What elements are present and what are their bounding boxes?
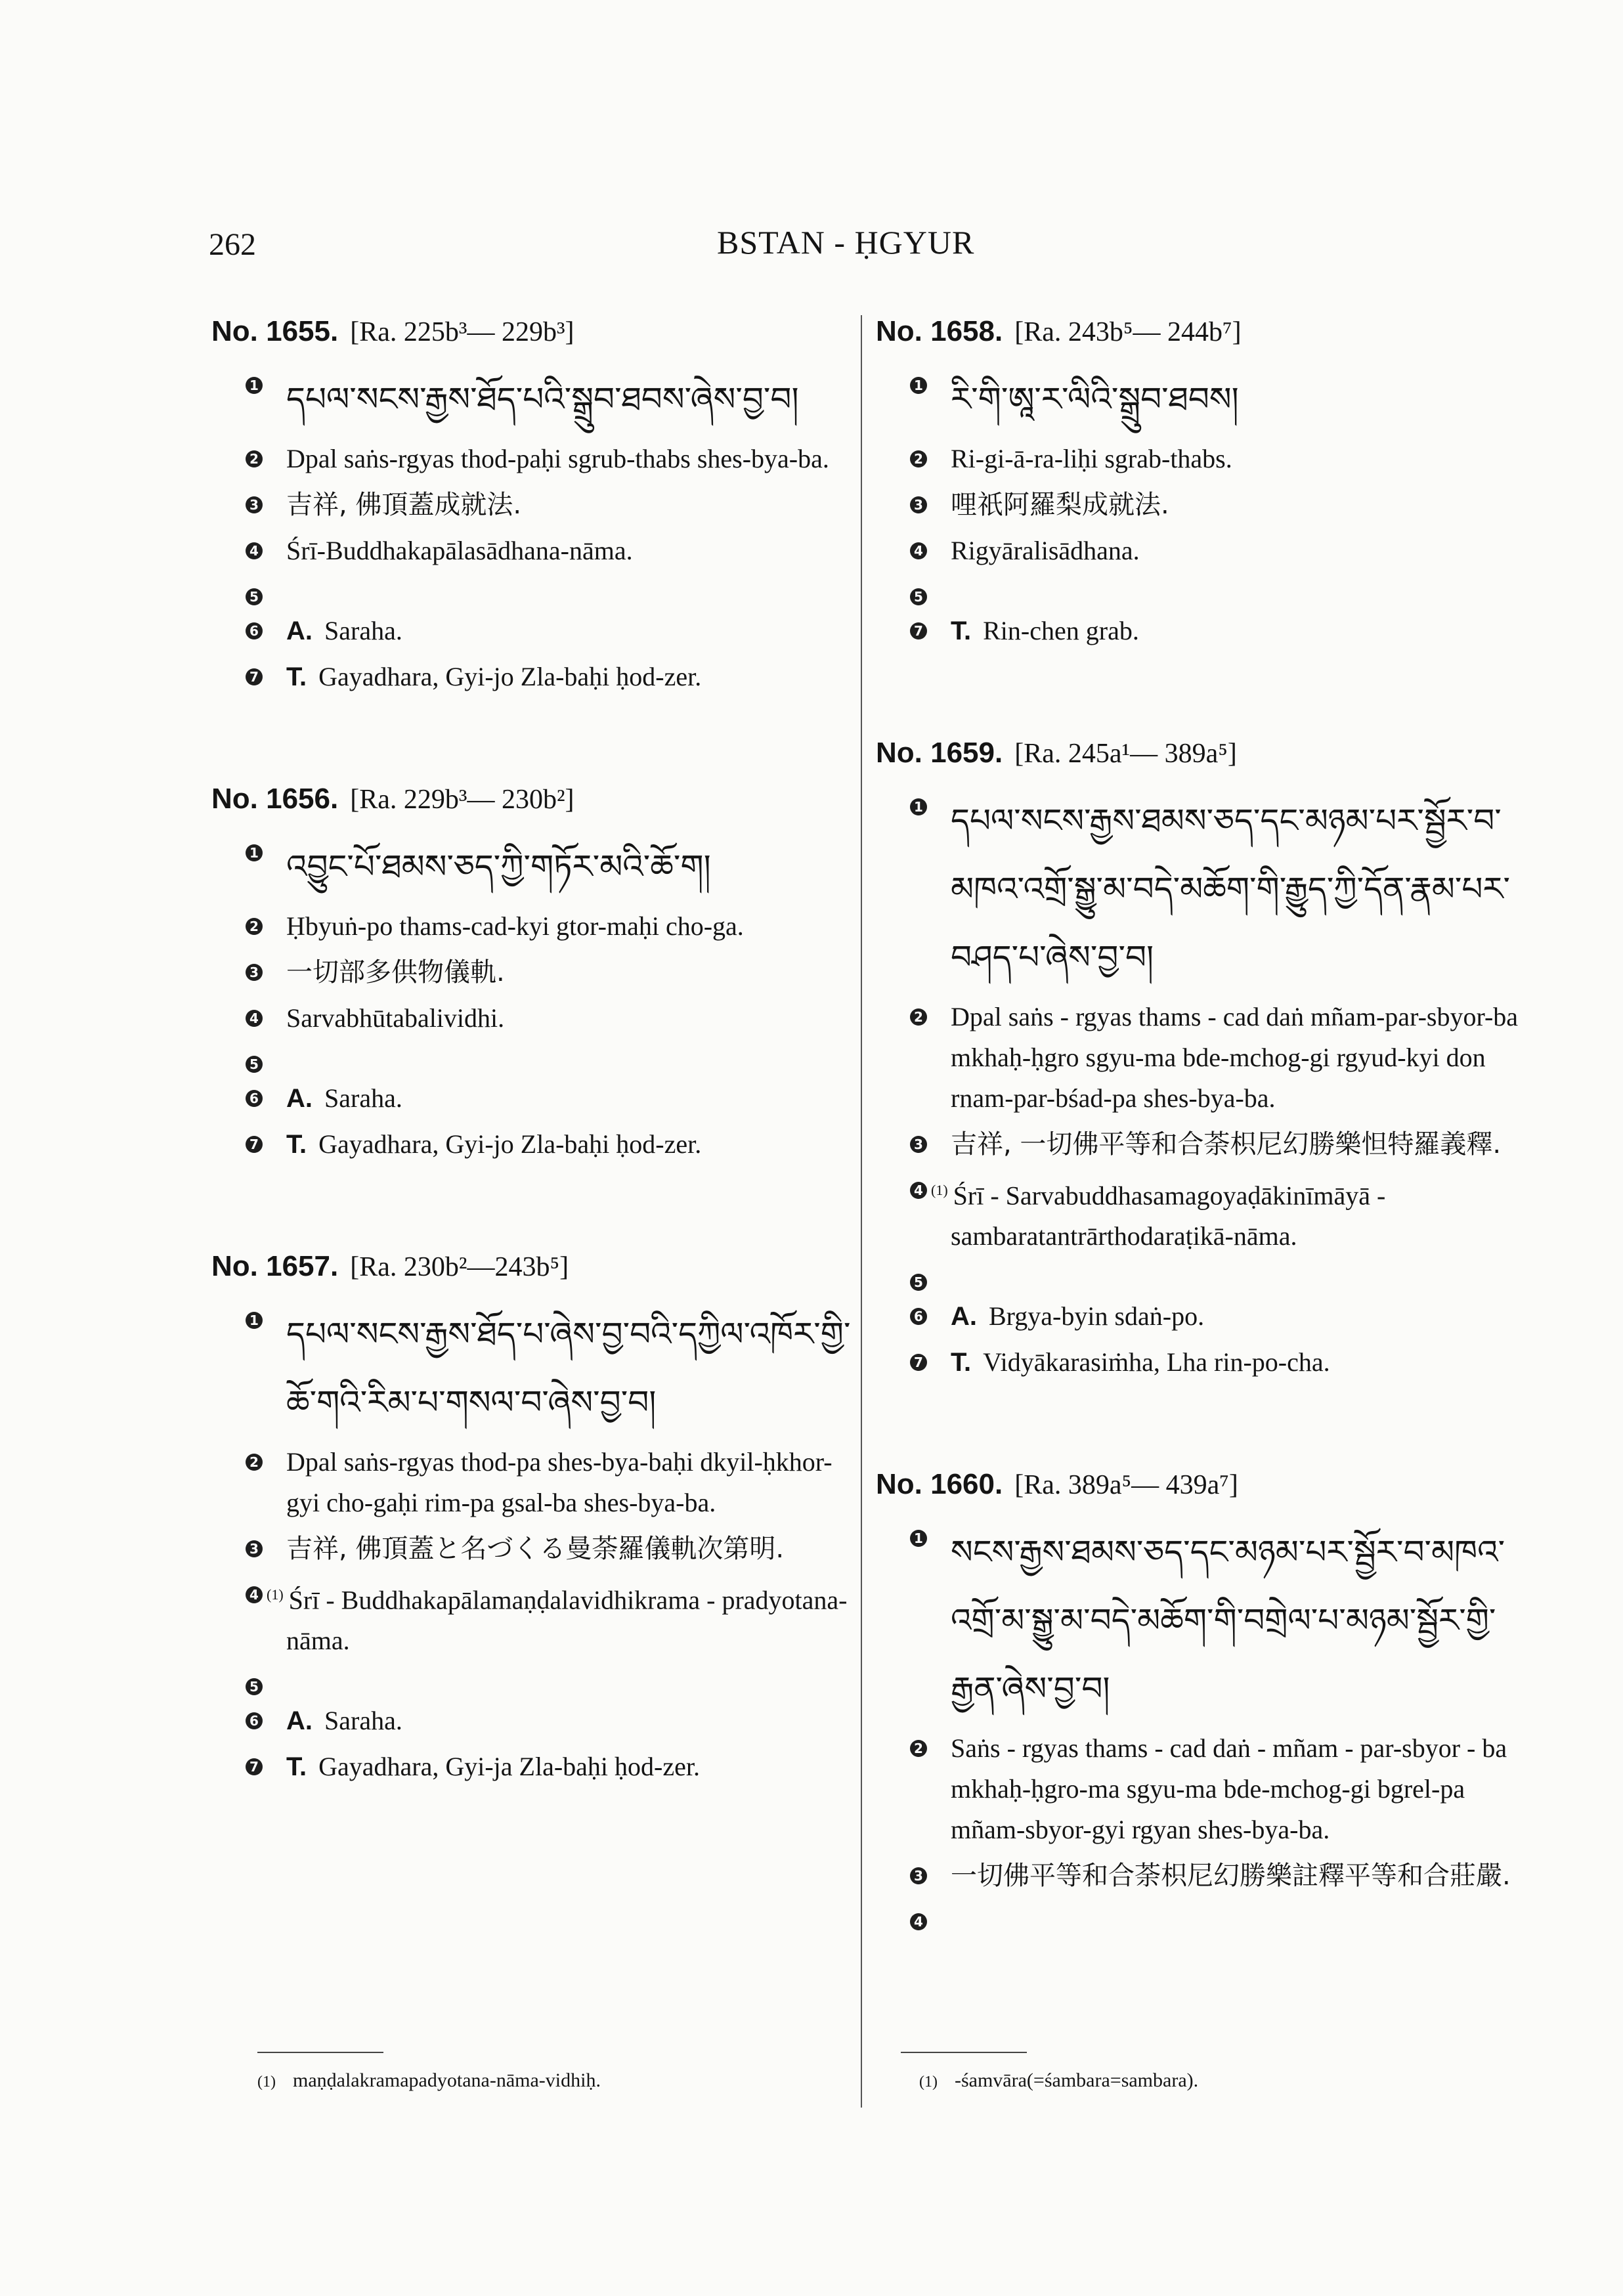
field-value: Dpal saṅs - rgyas thams - cad daṅ mñam-par-sbyor-ba mkhaḥ-ḥgro sgyu-ma bde-mchog-gi rgyud-kyi don rnam-par-bśad-pa shes-bya-ba. (951, 1002, 1519, 1113)
field-number-marker: 7 (910, 622, 927, 639)
entry-heading (876, 315, 1539, 348)
field-value: Sarvabhūtabalividhi. (286, 1003, 505, 1033)
field-text (286, 485, 855, 525)
entry-field (211, 1124, 855, 1165)
field-number-marker: 3 (910, 1867, 927, 1884)
field-value: དཔལ་སངས་རྒྱས་ཐོད་པའི་སྒྲུབ་ཐབས་ཞེས་བྱ་བ། (286, 380, 799, 418)
field-value: 哩祇阿羅梨成就法. (951, 490, 1169, 520)
entry-reference: [Ra. 225b³— 229b³] (350, 317, 574, 347)
field-number-marker: 1 (910, 377, 927, 394)
entry-heading (211, 1250, 855, 1283)
entry-field (876, 611, 1539, 651)
entry-field (211, 1442, 855, 1523)
entry-field (876, 1124, 1539, 1165)
entry-field (211, 952, 855, 993)
field-text (951, 485, 1539, 525)
entry-field (211, 1746, 855, 1787)
entry-field (876, 1728, 1539, 1850)
field-number-marker: 4 (910, 1182, 927, 1199)
field-text (951, 787, 1539, 991)
field-number-marker: 3 (246, 1540, 263, 1557)
field-text (931, 1170, 1539, 1257)
field-number-marker: 2 (910, 1740, 927, 1757)
field-value: Saraha. (324, 616, 402, 645)
entry-field (876, 1901, 1539, 1930)
field-number-marker: 2 (246, 450, 263, 467)
entry-field (876, 1855, 1539, 1896)
field-value: Saṅs - rgyas thams - cad daṅ - mñam - par-sbyor - ba mkhaḥ-ḥgro-ma sgyu-ma bde-mchog-gi bgrel-pa mñam-sbyor-gyi rgyan shes-bya-ba. (951, 1733, 1507, 1845)
field-value: Dpal saṅs-rgyas thod-paḥi sgrub-thabs shes-bya-ba. (286, 444, 829, 473)
entry-field (211, 1044, 855, 1073)
field-value: Dpal saṅs-rgyas thod-pa shes-bya-baḥi dkyil-ḥkhor-gyi cho-gaḥi rim-pa gsal-ba shes-bya-ba. (286, 1447, 833, 1517)
entry-field (211, 906, 855, 947)
field-text (286, 1700, 855, 1741)
field-number-marker: 7 (246, 1758, 263, 1775)
footnote-reference: (1) (931, 1182, 948, 1198)
field-text (286, 1300, 855, 1437)
field-number-marker: 2 (910, 450, 927, 467)
field-number-marker: 2 (246, 1454, 263, 1471)
entry-field (876, 1342, 1539, 1383)
field-number-marker: 1 (246, 377, 263, 394)
field-number-marker: 1 (910, 1530, 927, 1547)
field-value: Śrī - Sarvabuddhasamagoyaḍākinīmāyā - sambaratantrārthodaraṭikā-nāma. (951, 1180, 1386, 1251)
field-number-marker: 5 (246, 1056, 263, 1073)
field-text (286, 439, 855, 479)
entry-field (211, 998, 855, 1039)
field-number-marker: 7 (910, 1354, 927, 1371)
entry-field (211, 1666, 855, 1695)
catalog-entry (211, 1250, 855, 1787)
field-value: Gayadhara, Gyi-ja Zla-baḥi ḥod-zer. (318, 1752, 700, 1782)
entry-number: No. 1658. (876, 315, 1003, 347)
field-number-marker: 3 (246, 496, 263, 513)
field-number-marker: 3 (246, 964, 263, 981)
field-value: Gayadhara, Gyi-jo Zla-baḥi ḥod-zer. (318, 1129, 702, 1159)
field-text (286, 1078, 855, 1119)
entry-field (876, 787, 1539, 991)
field-value: དཔལ་སངས་རྒྱས་ཐམས་ཅད་དང་མཉམ་པར་སྦྱོར་བ་མཁའ་འགྲོ་སྒྱུ་མ་བདེ་མཆོག་གི་རྒྱུད་ཀྱི་དོན་རྣམ་པར་བཤད་པ་ཞེས་བྱ་བ། (951, 802, 1511, 976)
entry-field (211, 657, 855, 697)
field-value: 一切部多供物儀軌. (286, 957, 505, 987)
field-number-marker: 6 (910, 1308, 927, 1325)
field-value: Vidyākarasiṁha, Lha rin-po-cha. (983, 1347, 1330, 1377)
entry-reference: [Ra. 229b³— 230b²] (350, 785, 574, 815)
role-label: A. (951, 1302, 977, 1332)
field-value: Śrī - Buddhakapālamaṇḍalavidhikrama - pradyotana-nāma. (286, 1585, 848, 1656)
entry-field (211, 531, 855, 571)
field-text (951, 611, 1539, 651)
entry-field (211, 833, 855, 901)
footnote-reference: (1) (267, 1586, 284, 1603)
field-text (286, 1528, 855, 1569)
field-value: Rigyāralisādhana. (951, 536, 1140, 565)
entry-heading (211, 783, 855, 815)
entry-field (876, 576, 1539, 605)
field-number-marker: 6 (246, 1090, 263, 1107)
entry-heading (211, 315, 855, 348)
field-value: 吉祥, 佛頂蓋と名づくる曼荼羅儀軌次第明. (286, 1534, 785, 1564)
catalog-entry (211, 783, 855, 1165)
field-value: Ḥbyuṅ-po thams-cad-kyi gtor-maḥi cho-ga. (286, 911, 744, 941)
entry-field (211, 1528, 855, 1569)
field-value: 吉祥, 佛頂蓋成就法. (286, 490, 522, 520)
catalog-entry (876, 1468, 1539, 1930)
field-text (951, 1518, 1539, 1723)
page-number: 262 (209, 227, 256, 262)
footnote-text: -śamvāra(=śambara=sambara). (954, 2069, 1199, 2091)
running-title: BSTAN - ḤGYUR (717, 224, 975, 261)
field-value: Saraha. (324, 1706, 402, 1736)
entry-field (876, 1296, 1539, 1337)
field-value: Brgya-byin sdaṅ-po. (989, 1301, 1205, 1332)
entry-field (211, 1078, 855, 1119)
entry-field (211, 1700, 855, 1741)
entry-number: No. 1660. (876, 1468, 1003, 1501)
footnote-marker: (1) (257, 2073, 276, 2090)
entry-reference: [Ra. 245a¹— 389a⁵] (1014, 739, 1237, 769)
role-label: A. (286, 617, 313, 645)
field-value: Rin-chen grab. (983, 616, 1139, 645)
right-column (876, 315, 1539, 2016)
field-number-marker: 7 (246, 1136, 263, 1153)
role-label: T. (951, 1348, 972, 1377)
field-value: 吉祥, 一切佛平等和合荼枳尼幻勝樂怛特羅義釋. (951, 1129, 1502, 1159)
entry-field (876, 997, 1539, 1119)
field-text (286, 531, 855, 571)
field-number-marker: 5 (910, 1274, 927, 1291)
entry-field (876, 1262, 1539, 1291)
entry-field (876, 365, 1539, 433)
field-value: 一切佛平等和合荼枳尼幻勝樂註釋平等和合莊嚴. (951, 1861, 1511, 1892)
entry-reference: [Ra. 230b²—243b⁵] (350, 1252, 569, 1282)
field-number-marker: 1 (246, 1312, 263, 1329)
field-text (951, 997, 1539, 1119)
role-label: T. (286, 1752, 307, 1782)
footnote-left (257, 2069, 601, 2092)
field-number-marker: 2 (910, 1008, 927, 1026)
entry-field (211, 1300, 855, 1437)
catalog-entry (876, 315, 1539, 651)
entry-number: No. 1659. (876, 737, 1003, 769)
catalog-entry (211, 315, 855, 697)
footnote-marker: (1) (919, 2073, 938, 2090)
field-text (951, 1124, 1539, 1165)
field-number-marker: 4 (246, 542, 263, 559)
field-value: འབྱུང་པོ་ཐམས་ཅད་ཀྱི་གཏོར་མའི་ཆོ་ག། (286, 848, 711, 886)
field-value: Gayadhara, Gyi-jo Zla-baḥi ḥod-zer. (318, 662, 702, 691)
field-number-marker: 4 (246, 1010, 263, 1027)
footnote-text: maṇḍalakramapadyotana-nāma-vidhiḥ. (292, 2069, 601, 2091)
entry-number: No. 1656. (211, 783, 339, 815)
field-text (286, 1746, 855, 1787)
column-divider (861, 315, 862, 2108)
field-text (286, 365, 855, 433)
field-text (286, 1442, 855, 1523)
role-label: T. (286, 662, 307, 691)
field-number-marker: 4 (246, 1586, 263, 1603)
entry-number: No. 1657. (211, 1250, 339, 1282)
field-number-marker: 3 (910, 1136, 927, 1153)
left-column (211, 315, 855, 1873)
entry-field (211, 439, 855, 479)
field-text (951, 531, 1539, 571)
entry-field (211, 365, 855, 433)
role-label: A. (286, 1084, 313, 1113)
field-text (951, 1342, 1539, 1383)
field-text (286, 1124, 855, 1165)
field-text (951, 365, 1539, 433)
field-number-marker: 5 (246, 1678, 263, 1695)
footnote-right (919, 2069, 1198, 2092)
field-text (267, 1574, 855, 1661)
field-text (951, 1855, 1539, 1896)
entry-reference: [Ra. 243b⁵— 244b⁷] (1014, 317, 1242, 347)
entry-number: No. 1655. (211, 315, 339, 347)
field-text (951, 1296, 1539, 1337)
entry-field (876, 485, 1539, 525)
entry-field (876, 531, 1539, 571)
field-number-marker: 6 (246, 1712, 263, 1729)
field-text (286, 657, 855, 697)
field-number-marker: 6 (246, 622, 263, 639)
entry-field (876, 1170, 1539, 1257)
entry-reference: [Ra. 389a⁵— 439a⁷] (1014, 1470, 1238, 1501)
field-value: Ri-gi-ā-ra-liḥi sgrab-thabs. (951, 444, 1232, 473)
entry-heading (876, 1468, 1539, 1501)
field-number-marker: 1 (246, 844, 263, 861)
entry-field (211, 485, 855, 525)
entry-field (211, 611, 855, 651)
role-label: T. (951, 617, 972, 645)
field-text (951, 439, 1539, 479)
catalog-entry (876, 737, 1539, 1383)
entry-heading (876, 737, 1539, 769)
entry-field (211, 576, 855, 605)
entry-field (211, 1574, 855, 1661)
field-text (286, 833, 855, 901)
field-value: སངས་རྒྱས་ཐམས་ཅད་དང་མཉམ་པར་སྦྱོར་བ་མཁའ་འགྲོ་མ་སྒྱུ་མ་བདེ་མཆོག་གི་བགྲེལ་པ་མཉམ་སྦྱོར་གྱི་རྒྱན་ཞེས་བྱ་བ། (951, 1533, 1505, 1708)
entry-field (876, 1518, 1539, 1723)
field-text (286, 611, 855, 651)
field-number-marker: 2 (246, 918, 263, 935)
field-number-marker: 7 (246, 668, 263, 685)
field-text (286, 906, 855, 947)
role-label: A. (286, 1706, 313, 1736)
field-value: Saraha. (324, 1083, 402, 1113)
footnote-rule-left (257, 2052, 383, 2053)
role-label: T. (286, 1130, 307, 1159)
field-number-marker: 5 (246, 588, 263, 605)
field-value: Śrī-Buddhakapālasādhana-nāma. (286, 536, 633, 565)
field-number-marker: 3 (910, 496, 927, 513)
field-text (286, 952, 855, 993)
field-value: དཔལ་སངས་རྒྱས་ཐོད་པ་ཞེས་བྱ་བའི་དཀྱིལ་འཁོར་གྱི་ཆོ་གའི་རིམ་པ་གསལ་བ་ཞེས་བྱ་བ། (286, 1315, 851, 1421)
field-number-marker: 4 (910, 1913, 927, 1930)
field-number-marker: 1 (910, 798, 927, 815)
field-number-marker: 4 (910, 542, 927, 559)
field-text (286, 998, 855, 1039)
field-number-marker: 5 (910, 588, 927, 605)
entry-field (876, 439, 1539, 479)
field-value: རི་གི་ཨཱ་ར་ལིའི་སྒྲུབ་ཐབས། (951, 380, 1239, 418)
field-text (951, 1728, 1539, 1850)
footnote-rule-right (901, 2052, 1027, 2053)
